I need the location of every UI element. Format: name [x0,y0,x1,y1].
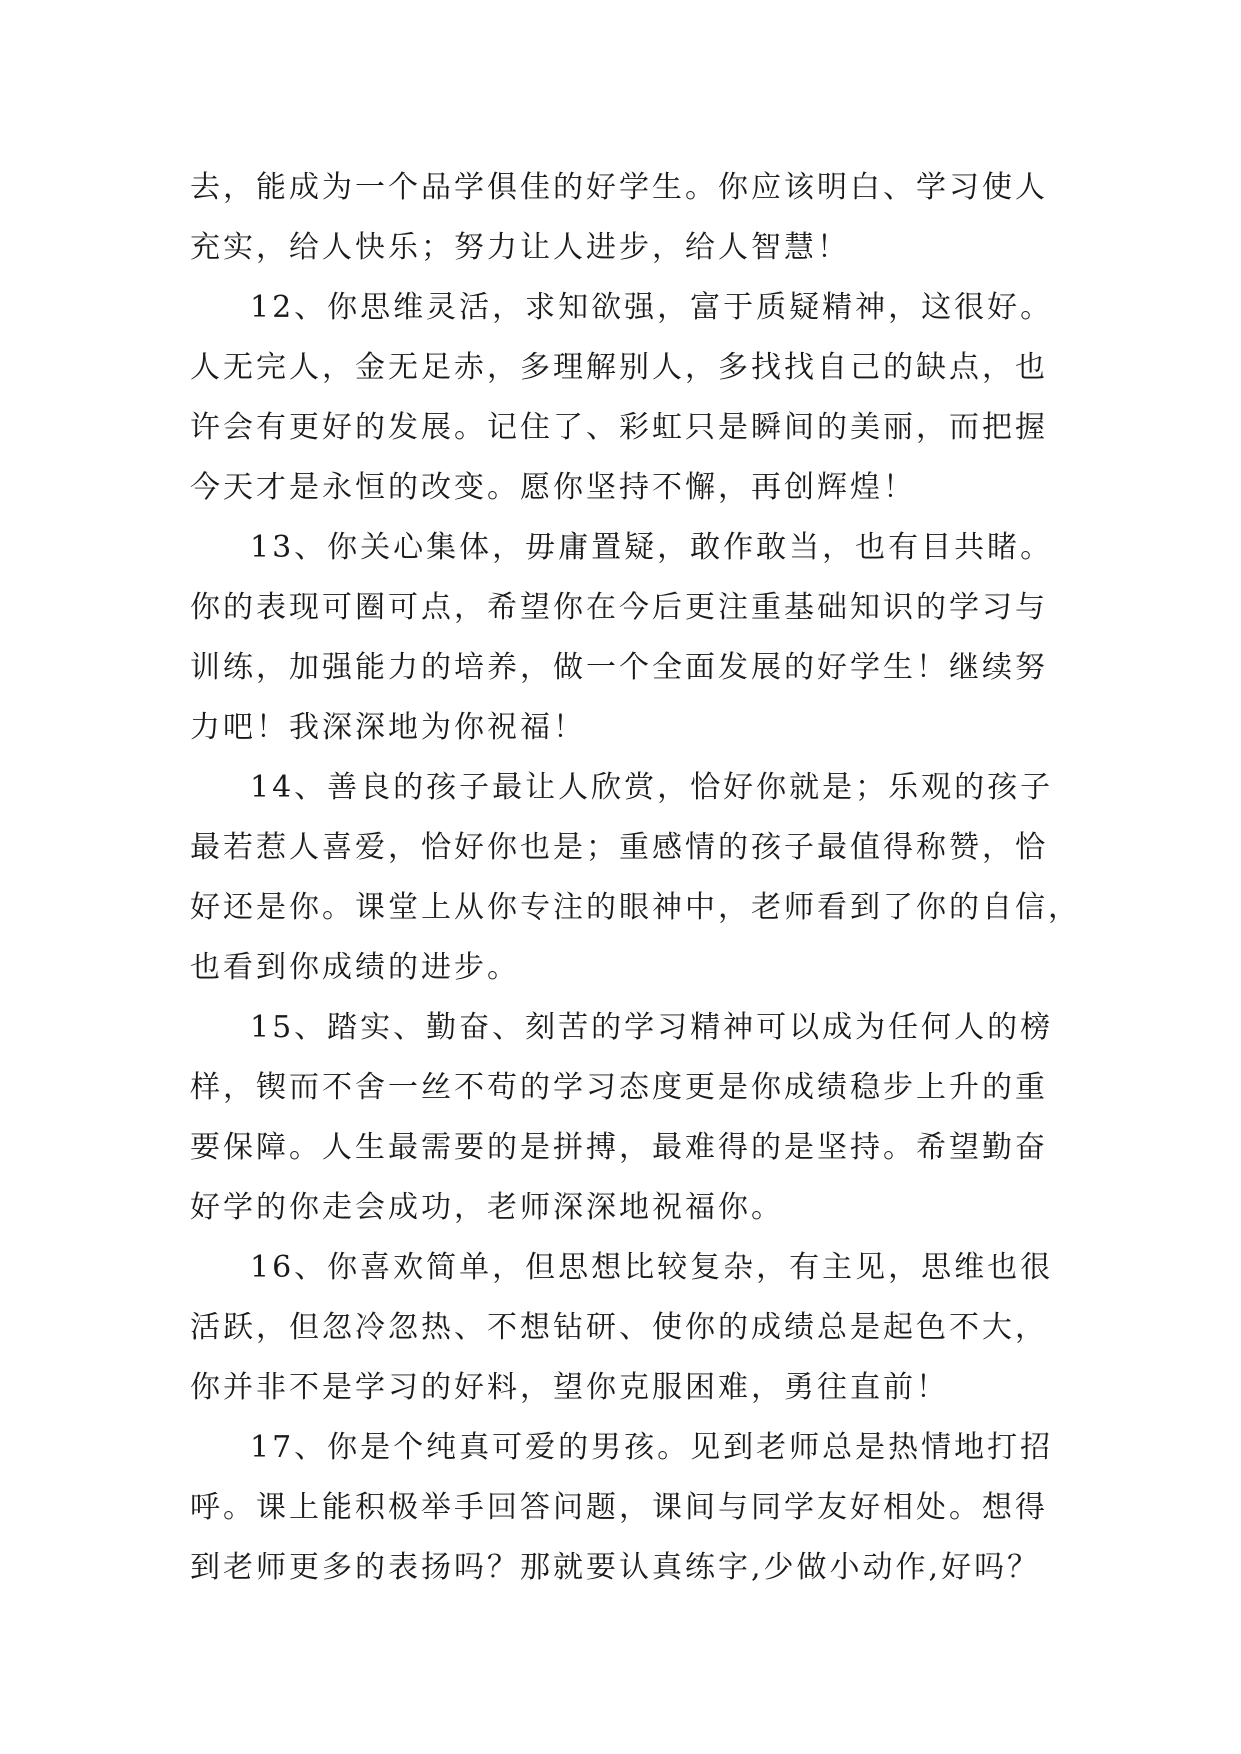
paragraph-11-continued [190,158,1070,278]
text-line: 去，能成为一个品学俱佳的好学生。你应该明白、学习使人 [190,170,1048,205]
text-line: 最若惹人喜爱，恰好你也是；重感情的孩子最值得称赞，恰 [190,830,1048,865]
text-line: 好还是你。课堂上从你专注的眼神中，老师看到了你的自信， [190,890,1081,925]
text-line: 许会有更好的发展。记住了、彩虹只是瞬间的美丽，而把握 [190,410,1048,445]
text-line: 16、你喜欢简单，但思想比较复杂，有主见，思维也很 [250,1250,1054,1285]
text-line: 到老师更多的表扬吗？那就要认真练字,少做小动作,好吗？ [190,1550,1041,1585]
text-line: 你的表现可圈可点，希望你在今后更注重基础知识的学习与 [190,590,1048,625]
paragraph-17 [190,1418,1070,1598]
paragraph-12 [190,278,1070,518]
text-line: 力吧！我深深地为你祝福！ [190,710,586,745]
text-line: 14、善良的孩子最让人欣赏，恰好你就是；乐观的孩子 [250,770,1054,805]
paragraph-15 [190,998,1070,1238]
text-line: 人无完人，金无足赤，多理解别人，多找找自己的缺点，也 [190,350,1048,385]
paragraph-16 [190,1238,1070,1418]
text-line: 好学的你走会成功，老师深深地祝福你。 [190,1190,784,1225]
text-line: 呼。课上能积极举手回答问题，课间与同学友好相处。想得 [190,1490,1048,1525]
text-line: 今天才是永恒的改变。愿你坚持不懈，再创辉煌！ [190,470,916,505]
paragraph-14 [190,758,1081,998]
text-line: 也看到你成绩的进步。 [190,950,520,985]
text-line: 12、你思维灵活，求知欲强，富于质疑精神，这很好。 [250,290,1054,325]
text-line: 15、踏实、勤奋、刻苦的学习精神可以成为任何人的榜 [250,1010,1054,1045]
text-line: 训练，加强能力的培养，做一个全面发展的好学生！继续努 [190,650,1048,685]
text-line: 活跃，但忽冷忽热、不想钻研、使你的成绩总是起色不大， [190,1310,1048,1345]
paragraph-13 [190,518,1070,758]
text-line: 17、你是个纯真可爱的男孩。见到老师总是热情地打招 [250,1430,1054,1465]
text-line: 样，锲而不舍一丝不苟的学习态度更是你成绩稳步上升的重 [190,1070,1048,1105]
document-body [190,158,1081,1598]
text-line: 你并非不是学习的好料，望你克服困难，勇往直前！ [190,1370,949,1405]
text-line: 要保障。人生最需要的是拼搏，最难得的是坚持。希望勤奋 [190,1130,1048,1165]
text-line: 充实，给人快乐；努力让人进步，给人智慧！ [190,230,850,265]
text-line: 13、你关心集体，毋庸置疑，敢作敢当，也有目共睹。 [250,530,1054,565]
